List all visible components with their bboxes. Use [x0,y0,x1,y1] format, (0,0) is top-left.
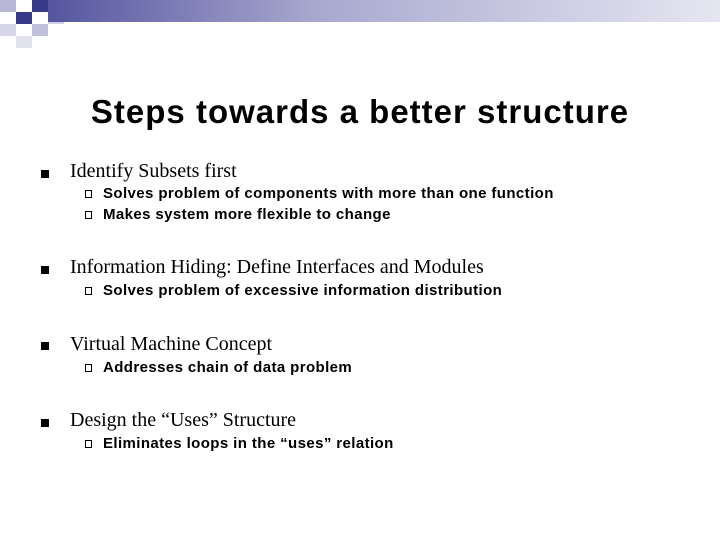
bullet-marker [41,342,49,350]
sub-bullet-marker [85,190,92,198]
sub-bullet-text: Eliminates loops in the “uses” relation [103,435,394,452]
slide-title: Steps towards a better structure [90,93,630,130]
sub-bullet-marker [85,211,92,219]
sub-bullet-text: Solves problem of excessive information distribution [103,282,503,299]
sub-bullet-marker [85,364,92,372]
bullet-marker [41,419,49,427]
sub-bullet-text: Addresses chain of data problem [103,359,353,376]
sub-bullet-text: Makes system more flexible to change [103,206,391,223]
bullet-text: Design the “Uses” Structure [70,409,297,431]
bullet-marker [41,170,49,178]
bullet-text: Virtual Machine Concept [70,333,273,355]
bullet-text: Identify Subsets first [70,160,237,182]
sub-bullet-marker [85,287,92,295]
bullet-text: Information Hiding: Define Interfaces and Modules [70,256,484,278]
bullet-marker [41,266,49,274]
sub-bullet-marker [85,440,92,448]
header-checker-decoration [0,0,720,48]
sub-bullet-text: Solves problem of components with more than one function [103,185,554,202]
